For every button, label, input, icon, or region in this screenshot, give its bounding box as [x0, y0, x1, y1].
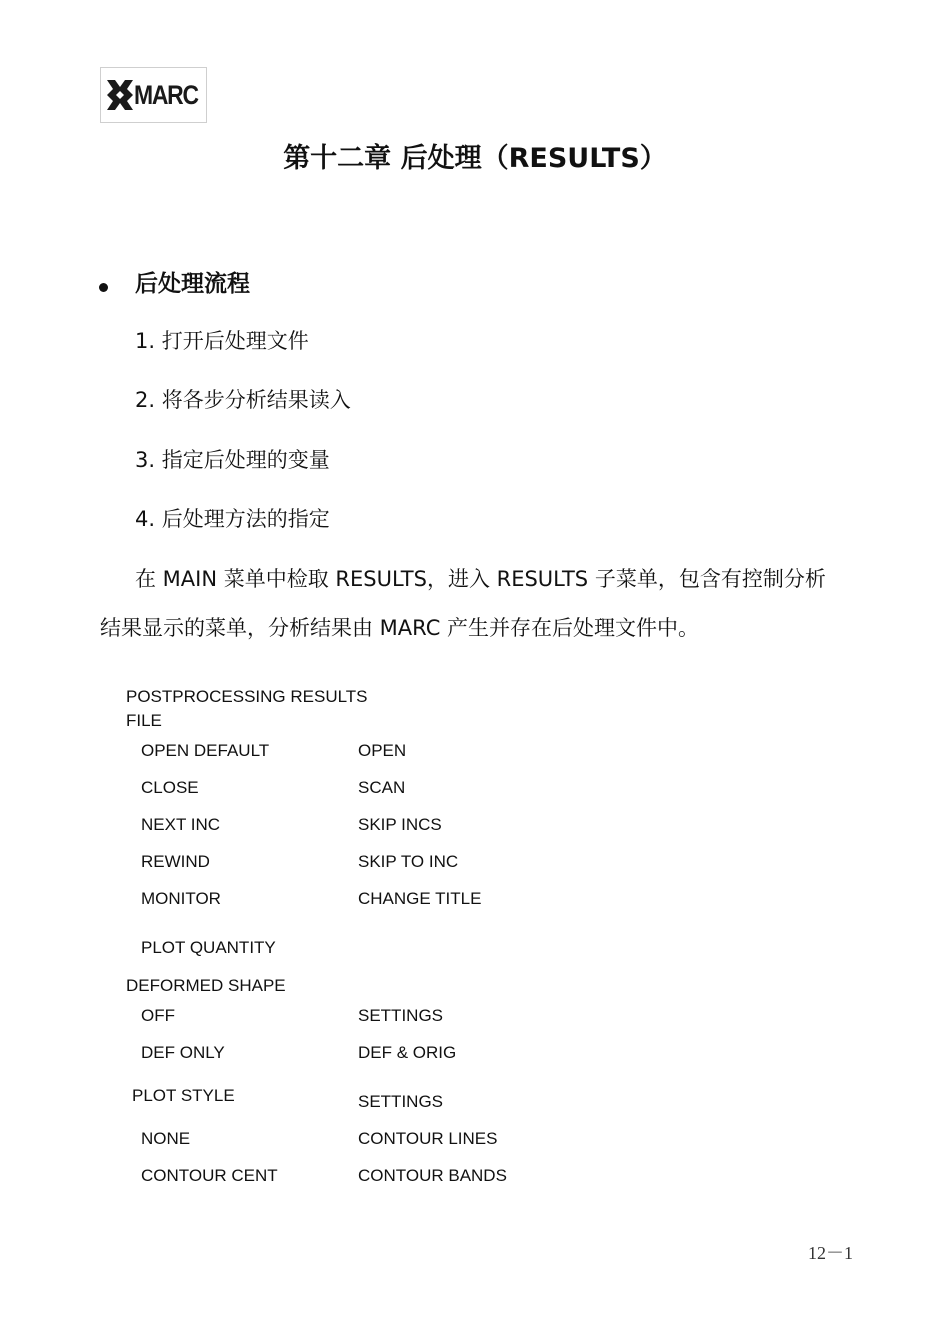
menu-item-off: OFF — [141, 1006, 175, 1025]
menu-item-plot-quantity: PLOT QUANTITY — [141, 938, 276, 957]
step-item: 2. 将各步分析结果读入 — [135, 388, 351, 412]
menu-item-change-title: CHANGE TITLE — [358, 889, 482, 908]
menu-header: POSTPROCESSING RESULTS — [126, 687, 368, 706]
menu-item-settings: SETTINGS — [358, 1006, 444, 1025]
menu-item-contour-cent: CONTOUR CENT — [141, 1166, 278, 1185]
paragraph-line: 结果显示的菜单，分析结果由 MARC 产生并存在后处理文件中。 — [100, 616, 700, 640]
menu-item-contour-bands: CONTOUR BANDS — [358, 1166, 507, 1185]
marc-emblem-icon — [105, 78, 135, 112]
menu-item-def-and-orig: DEF & ORIG — [358, 1043, 457, 1062]
menu-item-none: NONE — [141, 1129, 191, 1148]
menu-item-close: CLOSE — [141, 778, 199, 797]
menu-item-open-default: OPEN DEFAULT — [141, 741, 270, 760]
menu-header: PLOT STYLE — [132, 1086, 235, 1105]
menu-header: DEFORMED SHAPE — [126, 976, 286, 995]
menu-item-rewind: REWIND — [141, 852, 210, 871]
menu-item-skip-incs: SKIP INCS — [358, 815, 442, 834]
menu-item-next-inc: NEXT INC — [141, 815, 221, 834]
menu-item-settings: SETTINGS — [358, 1092, 444, 1111]
menu-item-scan: SCAN — [358, 778, 406, 797]
chapter-title: 第十二章 后处理（RESULTS） — [283, 143, 667, 174]
bullet-icon — [99, 283, 108, 292]
section-title: 后处理流程 — [135, 271, 250, 297]
page-number: 12－1 — [808, 1243, 853, 1263]
menu-item-skip-to-inc: SKIP TO INC — [358, 852, 459, 871]
menu-item-monitor: MONITOR — [141, 889, 221, 908]
step-item: 3. 指定后处理的变量 — [135, 448, 330, 472]
menu-item-open: OPEN — [358, 741, 407, 760]
step-item: 1. 打开后处理文件 — [135, 329, 309, 353]
menu-header: FILE — [126, 711, 162, 730]
menu-item-def-only: DEF ONLY — [141, 1043, 225, 1062]
menu-item-contour-lines: CONTOUR LINES — [358, 1129, 498, 1148]
marc-logo — [100, 67, 207, 123]
paragraph-line: 在 MAIN 菜单中检取 RESULTS，进入 RESULTS 子菜单，包含有控制分析 — [135, 567, 826, 591]
logo-text: MARC — [134, 80, 198, 110]
step-item: 4. 后处理方法的指定 — [135, 507, 330, 531]
